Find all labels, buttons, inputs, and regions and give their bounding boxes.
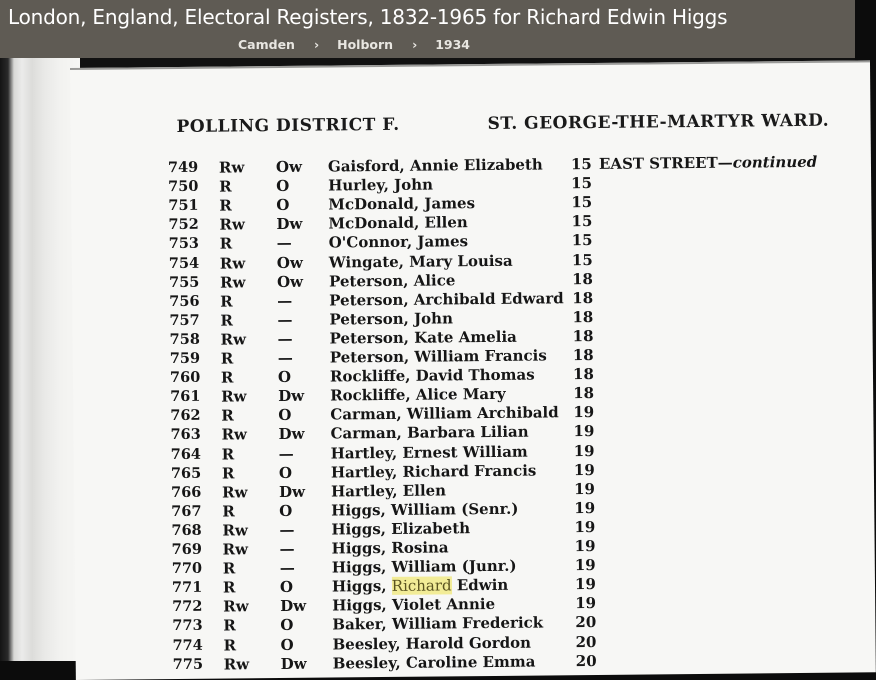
entry-qual: Rw [222, 521, 248, 540]
entry-addr: 15 [571, 193, 593, 212]
page-binding-edge [0, 58, 80, 661]
image-viewer[interactable] [0, 58, 855, 674]
entry-occ: O [276, 176, 290, 196]
entry-qual: R [219, 177, 232, 196]
entry-name: Hurley, John [328, 175, 434, 195]
title-bar [0, 0, 855, 58]
entry-name: Peterson, John [329, 309, 454, 329]
entry-addr: 18 [572, 345, 594, 365]
entry-num: 774 [172, 636, 203, 654]
entry-num: 753 [168, 235, 200, 253]
entry-occ: O [276, 196, 290, 215]
entry-name: McDonald, James [328, 194, 476, 214]
entry-name: Beesley, Caroline Emma [332, 652, 536, 673]
entry-occ: O [277, 367, 292, 387]
breadcrumb [238, 37, 470, 52]
entry-num: 765 [170, 464, 202, 482]
entry-addr: 19 [574, 556, 596, 575]
entry-qual: Rw [219, 253, 246, 273]
entry-qual: R [220, 292, 233, 311]
entry-occ: O [278, 406, 292, 425]
entry-qual: R [221, 464, 235, 483]
entry-addr: 15 [571, 250, 593, 269]
entry-qual: R [220, 368, 234, 387]
entry-occ: — [279, 539, 295, 559]
entry-occ: Ow [276, 253, 303, 272]
entry-occ: Dw [278, 425, 305, 444]
entry-qual: R [221, 406, 234, 425]
entry-addr: 19 [574, 498, 596, 517]
entry-name: Beesley, Harold Gordon [332, 633, 532, 654]
entry-addr: 15 [571, 231, 593, 250]
entry-addr: 18 [572, 307, 594, 326]
breadcrumb-holborn[interactable]: Holborn [337, 37, 394, 52]
entry-addr: 19 [574, 536, 596, 556]
entry-occ: Ow [275, 157, 303, 177]
polling-district-heading: POLLING DISTRICT F. [176, 114, 400, 137]
entry-name: Carman, Barbara Lilian [330, 423, 529, 443]
register-page-image [70, 60, 876, 680]
entry-addr: 18 [573, 384, 595, 403]
entry-num: 757 [169, 311, 200, 329]
entry-occ: — [277, 310, 293, 329]
entry-num: 772 [172, 598, 203, 616]
chevron-right-icon: › [412, 37, 418, 52]
entry-qual: Rw [223, 597, 249, 616]
entry-occ: O [280, 616, 294, 635]
entry-occ: Dw [278, 386, 305, 406]
entry-qual: Rw [221, 425, 248, 444]
entry-addr: 18 [572, 326, 594, 346]
entry-num: 750 [168, 177, 199, 196]
entry-num: 756 [169, 292, 200, 310]
entry-qual: R [220, 311, 233, 330]
entry-occ: — [279, 558, 295, 578]
entry-num: 770 [171, 559, 203, 578]
entry-name: Wingate, Mary Louisa [328, 251, 513, 272]
entry-qual: R [223, 616, 236, 635]
entry-addr: 15 [570, 154, 592, 174]
entry-qual: R [222, 578, 236, 597]
entry-name: Peterson, Alice [328, 270, 456, 291]
entry-name: Higgs, Rosina [331, 538, 449, 558]
entry-name: Higgs, Richard Edwin [331, 576, 509, 596]
entry-occ: Dw [276, 215, 303, 234]
entry-addr: 15 [571, 174, 593, 193]
entry-occ: O [279, 501, 293, 520]
entry-name: Peterson, Kate Amelia [329, 327, 517, 348]
entry-occ: — [277, 329, 293, 348]
entry-name: Hartley, Ellen [330, 481, 447, 501]
entry-qual: Rw [222, 540, 249, 559]
entry-num: 749 [167, 158, 199, 177]
entry-name: O'Connor, James [328, 232, 469, 252]
entry-name: Baker, William Frederick [332, 613, 544, 634]
entry-name: Hartley, Richard Francis [330, 461, 537, 482]
entry-num: 752 [168, 216, 199, 234]
entry-qual: R [222, 502, 235, 521]
entry-name: Higgs, Elizabeth [331, 519, 471, 539]
entry-addr: 18 [572, 288, 594, 307]
entry-num: 761 [170, 387, 201, 406]
entry-occ: — [277, 348, 293, 368]
entry-qual: R [219, 234, 233, 253]
entry-addr: 19 [573, 441, 595, 460]
entry-num: 775 [172, 655, 204, 673]
entry-num: 762 [170, 407, 201, 425]
entry-qual: Rw [218, 158, 245, 177]
entry-addr: 19 [573, 460, 595, 479]
entry-num: 754 [168, 254, 200, 272]
entry-occ: Ow [276, 272, 304, 291]
entry-num: 771 [171, 578, 203, 597]
street-continued-label [599, 153, 817, 173]
entry-qual: Rw [221, 387, 247, 406]
entry-addr: 20 [575, 632, 597, 651]
entry-name: Higgs, William (Senr.) [331, 499, 519, 520]
entry-addr: 18 [572, 365, 594, 384]
entry-addr: 19 [575, 594, 597, 613]
entry-addr: 19 [574, 517, 596, 537]
entry-qual: R [222, 559, 236, 578]
entry-name: Carman, William Archibald [330, 403, 559, 424]
entry-occ: O [279, 578, 294, 597]
entry-addr: 19 [573, 403, 595, 422]
entry-num: 755 [168, 273, 200, 291]
entry-num: 759 [169, 349, 201, 368]
entry-num: 773 [172, 617, 203, 635]
entry-name: Higgs, Violet Annie [332, 595, 496, 615]
breadcrumb-1934[interactable]: 1934 [435, 37, 471, 52]
entry-num: 769 [171, 540, 202, 559]
entry-addr: 19 [573, 479, 596, 498]
chevron-right-icon: › [313, 37, 320, 52]
entry-occ: Dw [280, 597, 307, 616]
entry-addr: 19 [573, 422, 595, 441]
entry-addr: 20 [575, 651, 597, 670]
entry-occ: Dw [280, 654, 307, 673]
entry-qual: Rw [219, 215, 245, 234]
entry-name: Rockliffe, David Thomas [329, 365, 535, 386]
entry-addr: 18 [571, 269, 594, 288]
entry-name: Hartley, Ernest William [330, 442, 528, 463]
street-name: EAST STREET— [598, 153, 733, 173]
entry-addr: 15 [571, 212, 593, 231]
entry-qual: Rw [219, 272, 246, 292]
entry-qual: R [220, 349, 234, 368]
entry-addr: 20 [575, 613, 597, 632]
entry-occ: — [278, 444, 294, 463]
entry-num: 768 [171, 521, 202, 539]
entry-num: 763 [170, 426, 201, 444]
search-highlight: Richard [391, 576, 452, 596]
entry-num: 766 [170, 483, 202, 501]
entry-occ: O [280, 635, 294, 654]
entry-qual: R [221, 444, 235, 464]
breadcrumb-camden[interactable]: Camden [238, 37, 295, 52]
entry-num: 751 [168, 196, 199, 215]
continued-text: continued [732, 152, 818, 172]
entry-occ: O [278, 463, 293, 482]
entry-qual: Rw [221, 483, 248, 502]
entry-num: 764 [170, 445, 202, 463]
record-title: London, England, Electoral Registers, 1832-1965 for Richard Edwin Higgs [8, 5, 728, 29]
entry-num: 758 [169, 330, 200, 348]
entry-name: McDonald, Ellen [328, 213, 468, 233]
entry-qual: Rw [223, 654, 250, 674]
entry-addr: 19 [574, 575, 596, 594]
entry-name: Peterson, Archibald Edward [329, 288, 564, 310]
entry-occ: — [279, 520, 295, 539]
entry-qual: Rw [220, 330, 247, 349]
ward-heading: ST. GEORGE-THE-MARTYR WARD. [487, 110, 830, 134]
entry-occ: — [277, 291, 293, 310]
entry-occ: — [276, 234, 292, 253]
entry-qual: R [219, 196, 232, 215]
entry-num: 760 [169, 368, 201, 387]
entry-occ: Dw [278, 482, 306, 501]
entry-name: Gaisford, Annie Elizabeth [327, 155, 543, 176]
entry-name: Peterson, William Francis [329, 346, 547, 367]
entry-qual: R [223, 635, 237, 655]
entry-name: Higgs, William (Junr.) [331, 556, 517, 577]
entry-num: 767 [171, 502, 202, 520]
entry-name: Rockliffe, Alice Mary [330, 385, 506, 405]
